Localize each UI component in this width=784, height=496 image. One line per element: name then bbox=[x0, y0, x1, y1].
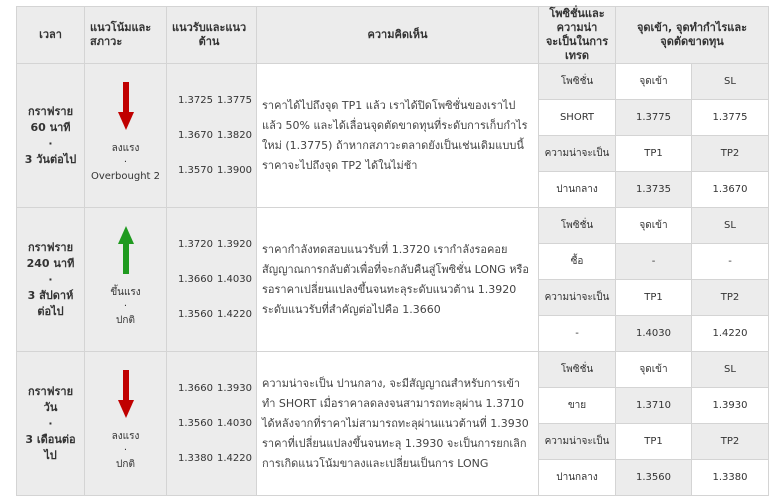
arrow-down-icon bbox=[118, 370, 134, 418]
header-row bbox=[17, 7, 769, 64]
tp1-label: TP1 bbox=[616, 280, 692, 316]
timeframe-cell: กราฟราย 240 นาที · 3 สัปดาห์ ต่อไป bbox=[17, 208, 85, 352]
entry-value: 1.3710 bbox=[616, 388, 692, 424]
probability-value: - bbox=[539, 316, 616, 352]
header-support-resistance: แนวรับและแนว ต้าน bbox=[167, 7, 257, 64]
trading-analysis-table bbox=[16, 6, 769, 496]
header-comment: ความคิดเห็น bbox=[257, 7, 539, 64]
sl-label: SL bbox=[692, 208, 769, 244]
header-trend: แนวโน้มและ สภาวะ bbox=[85, 7, 167, 64]
tp2-label: TP2 bbox=[692, 136, 769, 172]
tp1-value: 1.4030 bbox=[616, 316, 692, 352]
sr-level-row: 1.3380 1.4220 bbox=[178, 453, 252, 464]
tp2-label: TP2 bbox=[692, 424, 769, 460]
tp1-label: TP1 bbox=[616, 136, 692, 172]
sl-label: SL bbox=[692, 64, 769, 100]
table-row bbox=[17, 64, 769, 100]
support-resistance-cell bbox=[167, 208, 257, 352]
arrow-up-icon bbox=[118, 226, 134, 274]
tp2-label: TP2 bbox=[692, 280, 769, 316]
header-entry-targets: จุดเข้า, จุดทำกำไรและ จุดตัดขาดทุน bbox=[616, 7, 769, 64]
sr-level-row: 1.3560 1.4220 bbox=[178, 309, 252, 320]
sl-value: 1.3775 bbox=[692, 100, 769, 136]
entry-label: จุดเข้า bbox=[616, 352, 692, 388]
tp1-value: 1.3560 bbox=[616, 460, 692, 496]
sr-level-row: 1.3720 1.3920 bbox=[178, 239, 252, 250]
sl-value: - bbox=[692, 244, 769, 280]
trend-cell: ลงแรง · ปกติ bbox=[85, 352, 167, 496]
arrow-down-icon bbox=[118, 82, 134, 130]
tp1-label: TP1 bbox=[616, 424, 692, 460]
header-time: เวลา bbox=[17, 7, 85, 64]
sr-level-row: 1.3660 1.4030 bbox=[178, 274, 252, 285]
sl-label: SL bbox=[692, 352, 769, 388]
entry-label: จุดเข้า bbox=[616, 64, 692, 100]
entry-value: - bbox=[616, 244, 692, 280]
sr-level-row: 1.3725 1.3775 bbox=[178, 95, 252, 106]
position-label: โพซิชั่น bbox=[539, 352, 616, 388]
table-row bbox=[17, 352, 769, 388]
sl-value: 1.3930 bbox=[692, 388, 769, 424]
probability-value: ปานกลาง bbox=[539, 460, 616, 496]
tp2-value: 1.3670 bbox=[692, 172, 769, 208]
comment-cell: ความน่าจะเป็น ปานกลาง, จะมีสัญญาณสำหรับการเข้าทำ SHORT เมื่อราคาลดลงจนสามารถทะลุผ่าน 1.3710 ได้หลังจากที่ราคาไม่สามารถทะลุผ่านแนวต้านที่ 1.3930 ราคาที่เปลี่ยนแปลงขึ้นจนทะลุ 1.3930 จะเป็นการยกเลิกการเกิดแนวโน้มขาลงและเปลี่ยนเป็นการ LONG bbox=[257, 352, 539, 496]
position-value: SHORT bbox=[539, 100, 616, 136]
entry-label: จุดเข้า bbox=[616, 208, 692, 244]
sr-level-row: 1.3660 1.3930 bbox=[178, 383, 252, 394]
tp2-value: 1.4220 bbox=[692, 316, 769, 352]
sr-level-row: 1.3570 1.3900 bbox=[178, 165, 252, 176]
support-resistance-cell bbox=[167, 352, 257, 496]
position-label: โพซิชั่น bbox=[539, 208, 616, 244]
tp1-value: 1.3735 bbox=[616, 172, 692, 208]
sr-level-row: 1.3560 1.4030 bbox=[178, 418, 252, 429]
comment-cell: ราคากำลังทดสอบแนวรับที่ 1.3720 เรากำลังรอคอยสัญญาณการกลับตัวเพื่อที่จะกลับคืนสู่โพซิชั่น LONG หรือรอราคาเปลี่ยนแปลงขึ้นจนทะลุระดับแนวต้าน 1.3920 ระดับแนวรับที่สำคัญต่อไปคือ 1.3660 bbox=[257, 208, 539, 352]
tp2-value: 1.3380 bbox=[692, 460, 769, 496]
comment-cell: ราคาได้ไปถึงจุด TP1 แล้ว เราได้ปิดโพซิชั่นของเราไป แล้ว 50% และได้เลื่อนจุดตัดขาดทุนที่ระดับการเก็บกำไรใหม่ (1.3775) ถ้าหากสภาวะตลาดยังเป็นเช่นเดิมแบบนี้ ราคาจะไปถึงจุด TP2 ได้ในไม่ช้า bbox=[257, 64, 539, 208]
probability-value: ปานกลาง bbox=[539, 172, 616, 208]
timeframe-cell: กราฟราย 60 นาที · 3 วันต่อไป bbox=[17, 64, 85, 208]
table-row bbox=[17, 208, 769, 244]
trend-cell: ขึ้นแรง · ปกติ bbox=[85, 208, 167, 352]
sr-level-row: 1.3670 1.3820 bbox=[178, 130, 252, 141]
probability-label: ความน่าจะเป็น bbox=[539, 280, 616, 316]
position-value: ซื้อ bbox=[539, 244, 616, 280]
probability-label: ความน่าจะเป็น bbox=[539, 424, 616, 460]
timeframe-cell: กราฟราย วัน · 3 เดือนต่อ ไป bbox=[17, 352, 85, 496]
probability-label: ความน่าจะเป็น bbox=[539, 136, 616, 172]
position-label: โพซิชั่น bbox=[539, 64, 616, 100]
entry-value: 1.3775 bbox=[616, 100, 692, 136]
position-value: ขาย bbox=[539, 388, 616, 424]
trend-cell: ลงแรง · Overbought 2 bbox=[85, 64, 167, 208]
header-position: โพซิชั่นและความน่า จะเป็นในการเทรด bbox=[539, 7, 616, 64]
support-resistance-cell bbox=[167, 64, 257, 208]
